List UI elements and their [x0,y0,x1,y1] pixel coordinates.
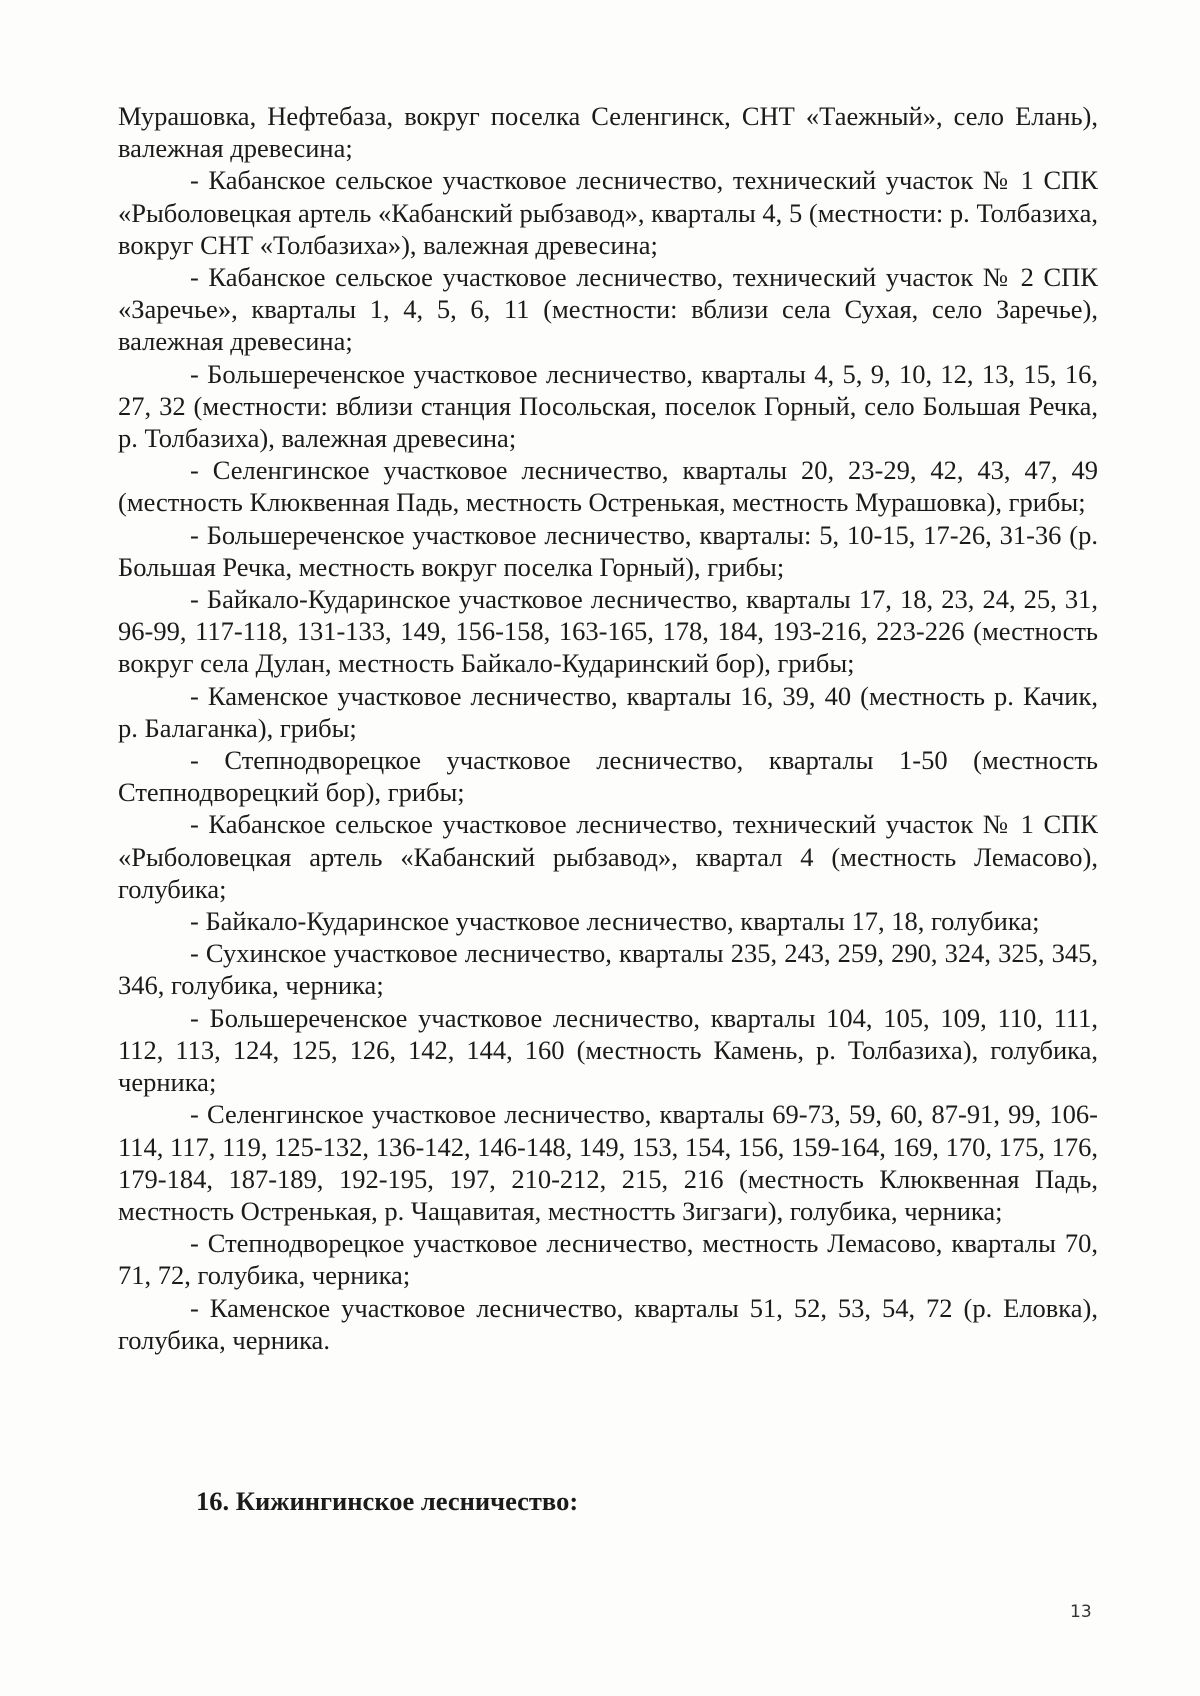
list-item: - Большереченское участковое лесничество, кварталы 104, 105, 109, 110, 111, 112, 113, 124, 125, 126, 142, 144, 160 (местность Камень, р. Толбазиха), голубика, черника; [118,1002,1098,1098]
list-item: - Селенгинское участковое лесничество, кварталы 20, 23-29, 42, 43, 47, 49 (местность Клюквенная Падь, местность Остренькая, местность Мурашовка), грибы; [118,455,1098,518]
list-item: - Кабанское сельское участковое лесничество, технический участок № 2 СПК «Заречье», кварталы 1, 4, 5, 6, 11 (местности: вблизи села Сухая, село Заречье), валежная древесина; [118,262,1098,357]
list-item: - Сухинское участковое лесничество, кварталы 235, 243, 259, 290, 324, 325, 345, 346, голубика, черника; [118,938,1098,1001]
list-item: - Каменское участковое лесничество, кварталы 51, 52, 53, 54, 72 (р. Еловка), голубика, черника. [118,1292,1098,1355]
list-item: - Большереченское участковое лесничество, кварталы: 5, 10-15, 17-26, 31-36 (р. Большая Речка, местность вокруг поселка Горный), грибы; [118,519,1098,582]
list-item: - Кабанское сельское участковое лесничество, технический участок № 1 СПК «Рыболовецкая артель «Кабанский рыбзавод», квартал 4 (местность Лемасово), голубика; [118,809,1098,904]
body-text [118,100,1098,1356]
list-item: - Байкало-Кударинское участковое лесничество, кварталы 17, 18, 23, 24, 25, 31, 96-99, 117-118, 131-133, 149, 156-158, 163-165, 178, 184, 193-216, 223-226 (местность вокруг села Дулан, местность Байкало-Кударинский бор), грибы; [118,584,1098,679]
list-item: - Степнодворецкое участковое лесничество, местность Лемасово, кварталы 70, 71, 72, голубика, черника; [118,1228,1098,1291]
list-item: - Каменское участковое лесничество, кварталы 16, 39, 40 (местность р. Качик, р. Балаганка), грибы; [118,680,1098,743]
paragraph-continuation: Мурашовка, Нефтебаза, вокруг поселка Селенгинск, СНТ «Таежный», село Елань), валежная древесина; [118,101,1098,164]
list-item: - Большереченское участковое лесничество, кварталы 4, 5, 9, 10, 12, 13, 15, 16, 27, 32 (местности: вблизи станция Посольская, поселок Горный, село Большая Речка, р. Толбазиха), валежная древесина; [118,358,1098,454]
page-number: 13 [1070,1602,1092,1622]
list-item: - Селенгинское участковое лесничество, кварталы 69-73, 59, 60, 87-91, 99, 106-114, 117, 119, 125-132, 136-142, 146-148, 149, 153, 154, 156, 159-164, 169, 170, 175, 176, 179-184, 187-189, 192-195, 197, 210-212, 215, 216 (местность Клюквенная Падь, местность Остренькая, р. Чащавитая, местностть Зигзаги), голубика, черника; [118,1099,1098,1226]
list-item: - Степнодворецкое участковое лесничество, кварталы 1-50 (местность Степнодворецкий бор), грибы; [118,745,1098,808]
list-item: - Байкало-Кударинское участковое лесничество, кварталы 17, 18, голубика; [190,906,1040,937]
list-item: - Кабанское сельское участковое лесничество, технический участок № 1 СПК «Рыболовецкая артель «Кабанский рыбзавод», кварталы 4, 5 (местности: р. Толбазиха, вокруг СНТ «Толбазиха»), валежная древесина; [118,165,1098,260]
section-heading: 16. Кижингинское лесничество: [196,1486,579,1516]
